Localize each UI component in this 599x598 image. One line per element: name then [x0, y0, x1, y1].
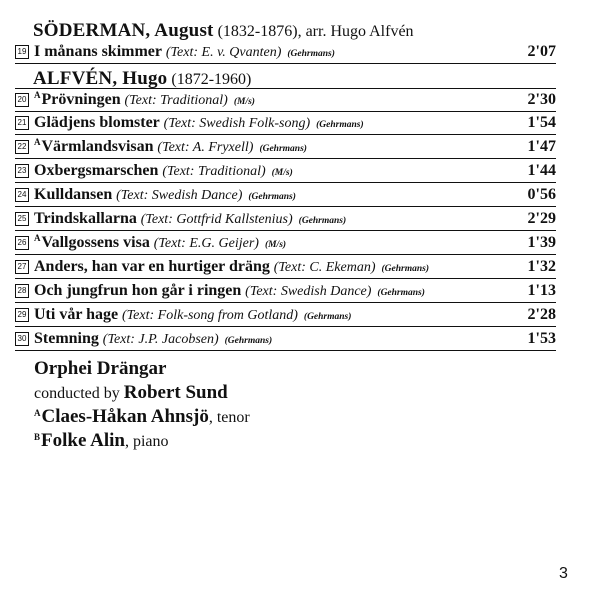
track-publisher: (M/s) — [271, 168, 293, 178]
track-row — [15, 160, 556, 183]
track-info — [34, 257, 429, 279]
track-info — [34, 185, 296, 207]
track-number-box: 27 — [15, 260, 29, 274]
soloist-marker: A — [34, 233, 41, 243]
soloist-marker: A — [34, 137, 41, 147]
track-info — [34, 281, 425, 303]
track-publisher: (Gehrmans) — [224, 336, 273, 346]
track-duration: 1'39 — [527, 234, 556, 251]
track-title: Oxbergsmarschen — [34, 162, 159, 179]
choir-line — [34, 357, 250, 381]
soloist-line — [34, 405, 250, 429]
track-duration: 2'29 — [527, 210, 556, 227]
track-publisher: (Gehrmans) — [298, 216, 347, 226]
track-number-box: 28 — [15, 284, 29, 298]
track-number-box: 20 — [15, 93, 29, 107]
track-info — [34, 113, 364, 135]
soloist-name: Claes-Håkan Ahnsjö — [41, 406, 209, 427]
track-row — [15, 256, 556, 279]
track-duration: 1'13 — [527, 282, 556, 299]
track-info — [34, 42, 335, 64]
choir-name: Orphei Drängar — [34, 358, 167, 379]
track-number-box: 23 — [15, 164, 29, 178]
track-title: Kulldansen — [34, 186, 113, 203]
pianist-marker: B — [34, 432, 41, 442]
track-text-credit: (Text: Folk-song from Gotland) — [122, 308, 298, 323]
track-text-credit: (Text: Swedish Folk-song) — [163, 116, 311, 131]
pianist-line — [34, 429, 250, 453]
track-text-credit: (Text: Traditional) — [162, 164, 266, 179]
track-text-credit: (Text: Swedish Dance) — [245, 284, 372, 299]
track-text-credit: (Text: Swedish Dance) — [116, 188, 243, 203]
track-number-box: 21 — [15, 116, 29, 130]
track-row — [15, 41, 556, 64]
track-info — [34, 329, 272, 351]
track-row — [15, 208, 556, 231]
track-info — [34, 233, 286, 255]
track-publisher: (Gehrmans) — [316, 120, 364, 130]
soloist-marker: A — [34, 408, 41, 418]
track-publisher: (Gehrmans) — [259, 144, 307, 154]
track-duration: 1'54 — [527, 114, 556, 131]
track-row — [15, 112, 556, 135]
track-publisher: (Gehrmans) — [248, 192, 296, 202]
track-duration: 1'53 — [527, 330, 556, 347]
track-title: Stemning — [34, 330, 99, 347]
track-number-box: 22 — [15, 140, 29, 154]
track-title: Värmlandsvisan — [41, 138, 154, 155]
track-duration: 2'28 — [527, 306, 556, 323]
page-number: 3 — [559, 565, 568, 582]
conductor-name: Robert Sund — [123, 382, 228, 403]
track-publisher: (Gehrmans) — [287, 49, 335, 59]
track-title: Glädjens blomster — [34, 114, 160, 131]
track-duration: 2'07 — [527, 43, 556, 60]
track-text-credit: (Text: E.G. Geijer) — [153, 236, 259, 251]
track-title: Anders, han var en hurtiger dräng — [34, 258, 270, 275]
composer-details: (1832-1876), arr. Hugo Alfvén — [217, 23, 414, 40]
track-text-credit: (Text: E. v. Qvanten) — [165, 45, 282, 60]
track-number-box: 19 — [15, 45, 29, 59]
track-row — [15, 184, 556, 207]
track-row — [15, 328, 556, 351]
track-row — [15, 88, 556, 112]
track-title: Trindskallarna — [34, 210, 137, 227]
track-publisher: (M/s) — [233, 97, 255, 107]
track-title: Prövningen — [41, 91, 121, 108]
track-row — [15, 232, 556, 255]
track-duration: 2'30 — [527, 91, 556, 108]
track-duration: 0'56 — [527, 186, 556, 203]
track-text-credit: (Text: Traditional) — [124, 93, 228, 108]
soloist-role: , tenor — [208, 409, 250, 426]
track-row — [15, 304, 556, 327]
track-duration: 1'32 — [527, 258, 556, 275]
track-publisher: (Gehrmans) — [377, 288, 425, 298]
track-text-credit: (Text: J.P. Jacobsen) — [102, 332, 219, 347]
track-publisher: (M/s) — [264, 240, 287, 250]
track-number-box: 26 — [15, 236, 29, 250]
soloist-marker: A — [34, 90, 41, 100]
performer-credits — [34, 357, 250, 453]
track-title: I månans skimmer — [34, 43, 163, 60]
track-publisher: (Gehrmans) — [381, 264, 429, 274]
conductor-line — [34, 381, 250, 405]
track-text-credit: (Text: C. Ekeman) — [273, 260, 376, 275]
composer-heading — [33, 20, 573, 42]
track-number-box: 30 — [15, 332, 29, 346]
track-number-box: 29 — [15, 308, 29, 322]
track-duration: 1'47 — [527, 138, 556, 155]
track-text-credit: (Text: A. Fryxell) — [157, 140, 254, 155]
track-number-box: 25 — [15, 212, 29, 226]
track-title: Vallgossens visa — [41, 234, 150, 251]
pianist-role: , piano — [124, 433, 169, 450]
track-info — [34, 137, 307, 159]
track-info — [34, 90, 255, 112]
track-publisher: (Gehrmans) — [303, 312, 352, 322]
composer-name: ALFVÉN, Hugo — [33, 68, 168, 89]
track-info — [34, 161, 293, 183]
pianist-name: Folke Alin — [41, 430, 125, 451]
track-info — [34, 305, 351, 327]
track-title: Uti vår hage — [34, 306, 119, 323]
track-info — [34, 209, 346, 231]
track-row — [15, 280, 556, 303]
track-text-credit: (Text: Gottfrid Kallstenius) — [140, 212, 293, 227]
composer-heading — [33, 68, 573, 90]
track-title: Och jungfrun hon går i ringen — [34, 282, 242, 299]
composer-name: SÖDERMAN, August — [33, 20, 214, 41]
composer-details: (1872-1960) — [171, 71, 252, 88]
conducted-by-label: conducted by — [34, 385, 120, 402]
track-duration: 1'44 — [527, 162, 556, 179]
track-row — [15, 136, 556, 159]
track-number-box: 24 — [15, 188, 29, 202]
